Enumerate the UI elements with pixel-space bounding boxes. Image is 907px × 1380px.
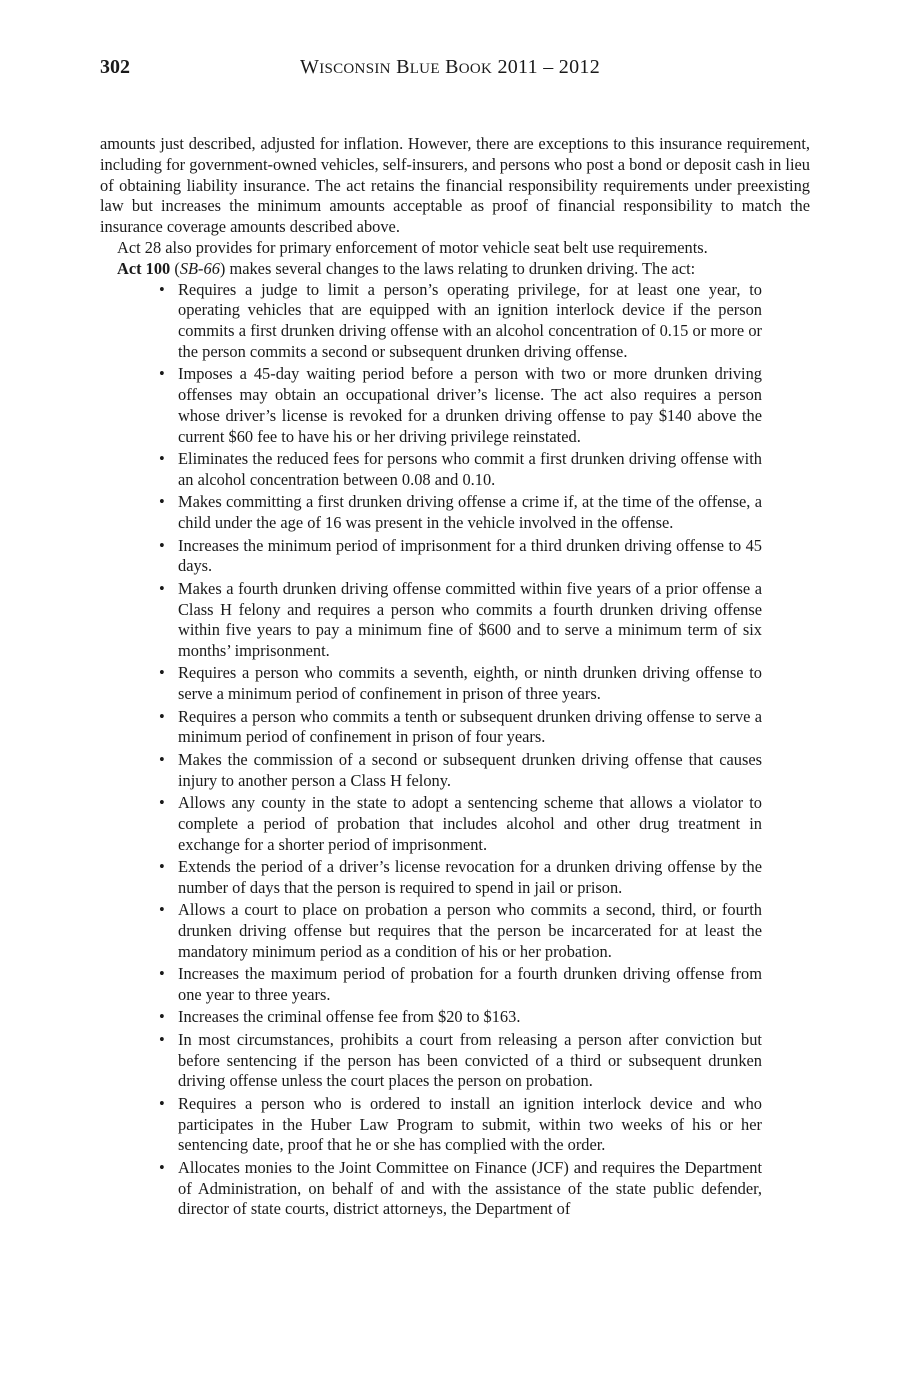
list-item-text: In most circumstances, prohibits a court from releasing a person after conviction but before sentencing if the person has been convicted of a third or subsequent drunken driving offense unless the court places the person on probation.	[178, 1029, 762, 1091]
list-item	[159, 793, 762, 855]
list-item-text: Makes a fourth drunken driving offense committed within five years of a prior offense a Class H felony and requires a person who commits a fourth drunken driving offense within five years to pay a minimum fine of $600 and to serve a minimum term of six months’ imprisonment.	[178, 578, 762, 661]
list-item	[159, 535, 762, 578]
paragraph-act-100	[100, 259, 810, 280]
list-item-text: Requires a judge to limit a person’s operating privilege, for at least one year, to operating vehicles that are equipped with an ignition interlock device if the person commits a first drunken driving offense with an alcohol concentration of 0.15 or more or the person commits a second or subsequent drunken driving offense.	[178, 279, 762, 361]
page-body	[100, 134, 810, 1222]
list-item	[159, 706, 762, 749]
bullet-icon: •	[159, 706, 165, 726]
bullet-icon: •	[159, 1029, 165, 1049]
list-item-text: Allows a court to place on probation a person who commits a second, third, or fourth drunken driving offense but requires that the person be incarcerated for at least the mandatory minimum period as a condition of his or her probation.	[178, 900, 762, 961]
list-item-text: Extends the period of a driver’s license revocation for a drunken driving offense by the number of days that the person is required to spend in jail or prison.	[178, 857, 762, 897]
list-item-text: Increases the criminal offense fee from $20 to $163.	[178, 1007, 521, 1027]
list-item-text: Allocates monies to the Joint Committee on Finance (JCF) and requires the Department of Administration, on behalf of and with the assistance of the state public defender, director of state courts, district attorneys, the Department of	[178, 1157, 762, 1219]
bullet-icon: •	[159, 663, 165, 683]
bullet-icon: •	[159, 364, 165, 384]
running-head-part: LUE	[409, 61, 440, 77]
list-item	[159, 492, 762, 534]
list-item	[159, 1029, 762, 1092]
act-provisions-list	[100, 280, 762, 1221]
list-item-text: Requires a person who commits a tenth or subsequent drunken driving offense to serve a minimum period of confinement in prison of four years.	[178, 706, 762, 747]
list-item	[159, 449, 762, 491]
running-head	[300, 56, 600, 79]
running-head-part: 2011 – 2012	[492, 56, 600, 78]
list-item-text: Imposes a 45-day waiting period before a person with two or more drunken driving offenses may obtain an occupational driver’s license. The act also requires a person whose driver’s license is revoked for a drunken driving offense to pay $140 above the current $60 fee to have his or her driving privilege reinstated.	[178, 364, 762, 446]
list-item-text: Makes committing a first drunken driving offense a crime if, at the time of the offense, a child under the age of 16 was present in the vehicle involved in the offense.	[178, 492, 762, 533]
list-item	[159, 1157, 762, 1220]
bullet-icon: •	[159, 449, 165, 469]
list-item-text: Increases the minimum period of imprisonment for a third drunken driving offense to 45 days.	[178, 535, 762, 576]
list-item	[159, 663, 762, 705]
list-item-text: Makes the commission of a second or subsequent drunken driving offense that causes injury to another person a Class H felony.	[178, 749, 762, 790]
list-item-text: Increases the maximum period of probation for a fourth drunken driving offense from one year to three years.	[178, 964, 762, 1004]
list-item	[159, 279, 762, 363]
bullet-icon: •	[159, 535, 165, 555]
bill-number: SB-66	[179, 258, 220, 278]
bullet-icon: •	[159, 578, 165, 598]
list-item	[159, 1093, 762, 1156]
list-item	[159, 364, 762, 447]
bullet-icon: •	[159, 1007, 165, 1027]
running-head-part: OOK	[458, 61, 493, 77]
bullet-icon: •	[159, 900, 165, 920]
bullet-icon: •	[159, 279, 165, 299]
bullet-icon: •	[159, 492, 165, 512]
bullet-icon: •	[159, 1093, 165, 1113]
list-item	[159, 964, 762, 1006]
page-number: 302	[100, 56, 130, 78]
paragraph-continuation: amounts just described, adjusted for inflation. However, there are exceptions to this insurance requirement, including for government-owned vehicles, self-insurers, and persons who post a bond or deposit cash in lieu of obtaining liability insurance. The act retains the financial responsibility requirements under preexisting law but increases the minimum amounts acceptable as proof of financial responsibility to match the insurance coverage amounts described above.	[100, 134, 810, 237]
act-description: ) makes several changes to the laws relating to drunken driving. The act:	[219, 258, 696, 278]
bullet-icon: •	[159, 749, 165, 769]
act-label: Act 100	[117, 258, 171, 278]
list-item	[159, 857, 762, 899]
list-item	[159, 1007, 762, 1028]
running-head-part: ISCONSIN	[319, 61, 391, 77]
list-item-text: Requires a person who commits a seventh, eighth, or ninth drunken driving offense to serve a minimum period of confinement in prison of three years.	[178, 663, 762, 704]
list-item	[159, 749, 762, 792]
bullet-icon: •	[159, 857, 165, 877]
running-head-part: B	[439, 56, 459, 78]
list-item	[159, 578, 762, 662]
bullet-icon: •	[159, 1157, 165, 1177]
running-head-part: W	[300, 56, 320, 78]
open-paren: (	[170, 258, 180, 278]
running-head-part: B	[390, 56, 410, 78]
list-item-text: Eliminates the reduced fees for persons who commit a first drunken driving offense with an alcohol concentration between 0.08 and 0.10.	[178, 449, 762, 489]
list-item-text: Requires a person who is ordered to install an ignition interlock device and who participates in the Huber Law Program to submit, within two weeks of his or her sentencing date, proof that he or she has complied with the order.	[178, 1093, 762, 1155]
bullet-icon: •	[159, 964, 165, 984]
list-item	[159, 900, 762, 962]
list-item-text: Allows any county in the state to adopt a sentencing scheme that allows a violator to complete a period of probation that includes alcohol and other drug treatment in exchange for a shorter period of imprisonment.	[178, 793, 762, 854]
bullet-icon: •	[159, 793, 165, 813]
paragraph-act-28: Act 28 also provides for primary enforcement of motor vehicle seat belt use requirements.	[117, 237, 708, 257]
